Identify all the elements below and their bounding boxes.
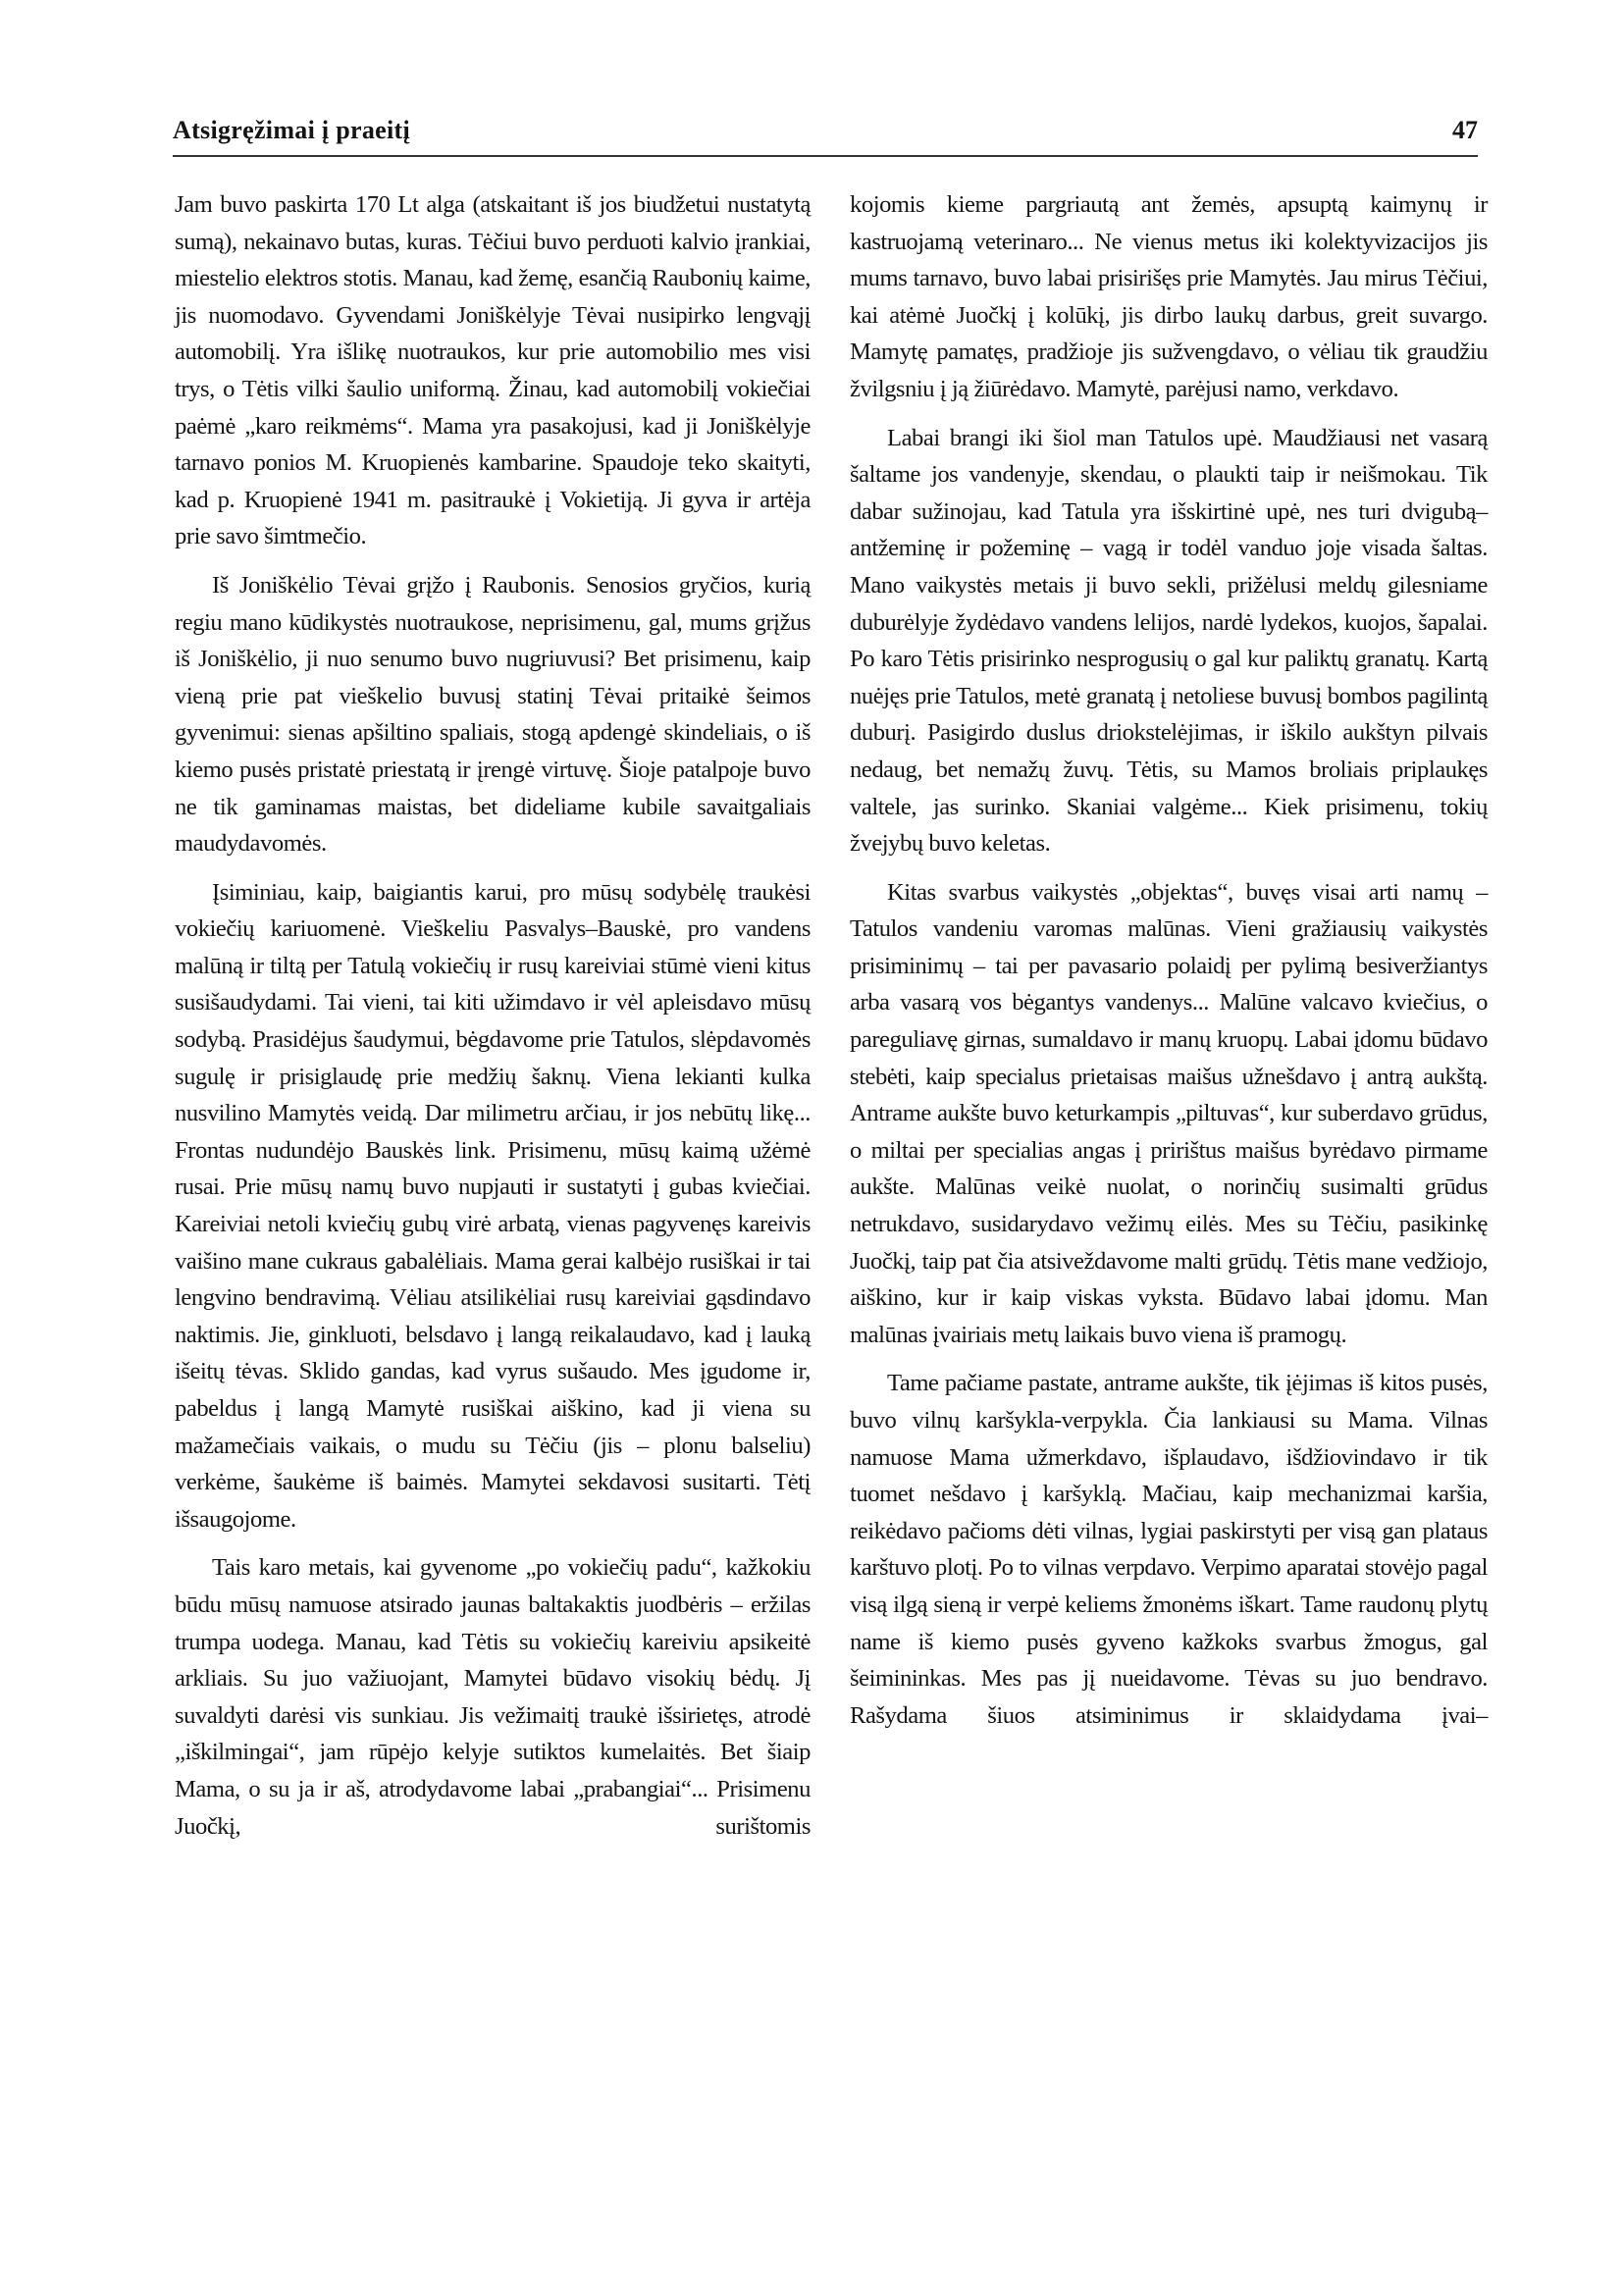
header-rule xyxy=(173,155,1478,157)
paragraph: Labai brangi iki šiol man Tatulos upė. Maudžiausi net vasarą šaltame jos vandenyje, skendau, o plaukti taip ir neišmokau. Tik dabar sužinojau, kad Tatula yra išskirtinė upė, nes turi dvigubą– antžeminę ir požeminę – vagą ir todėl vanduo joje visada šaltas. Mano vaikystės metais ji buvo sekli, prižėlusi meldų gilesniame duburėlyje žydėdavo vandens lelijos, nardė lydekos, kuojos, šapalai. Po karo Tėtis prisirinko nesprogusių o gal kur paliktų granatų. Kartą nuėjęs prie Tatulos, metė granatą į netoliese buvusį bombos pagilintą duburį. Pasigirdo duslus driokstelėjimas, ir iškilo aukštyn pilvais nedaug, bet nemažų žuvų. Tėtis, su Mamos broliais priplaukęs valtele, jas surinko. Skaniai valgėme... Kiek prisimenu, tokių žvejybų buvo keletas. xyxy=(850,424,1488,858)
paragraph: Tame pačiame pastate, antrame aukšte, tik įėjimas iš kitos pusės, buvo vilnų karšykla-verpykla. Čia lankiausi su Mama. Vilnas namuose Mama užmerkdavo, išplaudavo, išdžiovindavo ir tik tuomet nešdavo į karšyklą. Mačiau, kaip mechanizmai karšia, reikėdavo pačioms dėti vilnas, lygiai paskirstyti per visą gan plataus karštuvo plotį. Po to vilnas verpdavo. Verpimo aparatai stovėjo pagal visą ilgą sieną ir verpė keliems žmonėms iškart. Tame raudonų plytų name iš kiemo pusės gyveno kažkoks svarbus žmogus, gal šeimininkas. Mes pas jį nueidavome. Tėvas su juo bendravo. Rašydama šiuos atsiminimus ir sklaidydama įvai– xyxy=(850,1370,1488,1729)
paragraph: Iš Joniškėlio Tėvai grįžo į Raubonis. Senosios gryčios, kurią regiu mano kūdikystės nuotraukose, neprisimenu, gal, mums grįžus iš Joniškėlio, ji nuo senumo buvo nugriuvusi? Bet prisimenu, kaip vieną prie pat vieškelio buvusį statinį Tėvai pritaikė šeimos gyvenimui: sienas apšiltino spaliais, stogą apdengė skindeliais, o iš kiemo pusės pristatė priestatą ir įrengė virtuvę. Šioje patalpoje buvo ne tik gaminamas maistas, bet dideliame kubile savaitgaliais maudydavomės. xyxy=(175,571,811,858)
right-column xyxy=(850,186,1488,1746)
paragraph: Jam buvo paskirta 170 Lt alga (atskaitant iš jos biudžetui nustatytą sumą), nekainavo butas, kuras. Tėčiui buvo perduoti kalvio įrankiai, miestelio elektros stotis. Manau, kad žemę, esančią Raubonių kaime, jis nuomodavo. Gyvendami Joniškėlyje Tėvai nusipirko lengvąjį automobilį. Yra išlikę nuotraukos, kur prie automobilio mes visi trys, o Tėtis vilki šaulio uniformą. Žinau, kad automobilį vokiečiai paėmė „karo reikmėms“. Mama yra pasakojusi, kad ji Joniškėlyje tarnavo ponios M. Kruopienės kambarine. Spaudoje teko skaityti, kad p. Kruopienė 1941 m. pasitraukė į Vokietiją. Ji gyva ir artėja prie savo šimtmečio. xyxy=(175,191,811,550)
paragraph: kojomis kieme pargriautą ant žemės, apsuptą kaimynų ir kastruojamą veterinaro... Ne vienus metus iki kolektyvizacijos jis mums tarnavo, buvo labai prisirišęs prie Mamytės. Jau mirus Tėčiui, kai atėmė Juočkį į kolūkį, jis dirbo laukų darbus, greit suvargo. Mamytę pamatęs, pradžioje jis sužvengdavo, o vėliau tik graudžiu žvilgsniu į ją žiūrėdavo. Mamytė, parėjusi namo, verkdavo. xyxy=(850,191,1488,402)
paragraph: Įsiminiau, kaip, baigiantis karui, pro mūsų sodybėlę traukėsi vokiečių kariuomenė. Vieškeliu Pasvalys–Bauskė, pro vandens malūną ir tiltą per Tatulą vokiečių ir rusų kareiviai stūmė vieni kitus susišaudydami. Tai vieni, tai kiti užimdavo ir vėl apleisdavo mūsų sodybą. Prasidėjus šaudymui, bėgdavome prie Tatulos, slėpdavomės sugulę ir prisiglaudę prie medžių šaknų. Viena lekianti kulka nusvilino Mamytės veidą. Dar milimetru arčiau, ir jos nebūtų likę... Frontas nudundėjo Bauskės link. Prisimenu, mūsų kaimą užėmė rusai. Prie mūsų namų buvo nupjauti ir sustatyti į gubas kviečiai. Kareiviai netoli kviečių gubų virė arbatą, vienas pagyvenęs kareivis vaišino mane cukraus gabalėliais. Mama gerai kalbėjo rusiškai ir tai lengvino bendravimą. Vėliau atsilikėliai rusų kareiviai gąsdindavo naktimis. Jie, ginkluoti, belsdavo į langą reikalaudavo, kad į lauką išeitų tėvas. Sklido gandas, kad vyrus sušaudo. Mes įgudome ir, pabeldus į langą Mamytė rusiškai aiškino, kad ji viena su mažamečiais vaikais, o mudu su Tėčiu (jis – plonu balseliu) verkėme, šaukėme iš baimės. Mamytei sekdavosi susitarti. Tėtį išsaugojome. xyxy=(175,878,811,1533)
page-number: 47 xyxy=(1452,116,1478,144)
paragraph: Tais karo metais, kai gyvenome „po vokiečių padu“, kažkokiu būdu mūsų namuose atsirado jaunas baltakaktis juodbėris – eržilas trumpa uodega. Manau, kad Tėtis su vokiečių kareiviu apsikeitė arkliais. Su juo važiuojant, Mamytei būdavo visokių bėdų. Jį suvaldyti darėsi vis sunkiau. Jis vežimaitį traukė išsirietęs, atrodė „iškilmingai“, jam rūpėjo kelyje sutiktos kumelaitės. Bet šiaip Mama, o su ja ir aš, atrodydavome labai „prabangiai“... Prisimenu Juočkį, surištomis xyxy=(175,1554,811,1840)
paragraph: Kitas svarbus vaikystės „objektas“, buvęs visai arti namų – Tatulos vandeniu varomas malūnas. Vieni gražiausių vaikystės prisiminimų – tai per pavasario polaidį per pylimą besiveržiantys arba vasarą vos bėgantys vandenys... Malūne valcavo kviečius, o pareguliavę girnas, sumaldavo ir manų kruopų. Labai įdomu būdavo stebėti, kaip specialus prietaisas maišus užnešdavo į antrą aukštą. Antrame aukšte buvo keturkampis „piltuvas“, kur suberdavo grūdus, o miltai per specialias angas į pririštus maišus byrėdavo pirmame aukšte. Malūnas veikė nuolat, o norinčių susimalti grūdus netrukdavo, susidarydavo vežimų eilės. Mes su Tėčiu, pasikinkę Juočkį, taip pat čia atsiveždavome malti grūdų. Tėtis mane vedžiojo, aiškino, kur ir kaip viskas vyksta. Būdavo labai įdomu. Man malūnas įvairiais metų laikais buvo viena iš pramogų. xyxy=(850,878,1488,1348)
running-title: Atsigręžimai į praeitį xyxy=(173,116,410,144)
left-column xyxy=(175,186,811,1856)
running-header xyxy=(173,116,1478,155)
